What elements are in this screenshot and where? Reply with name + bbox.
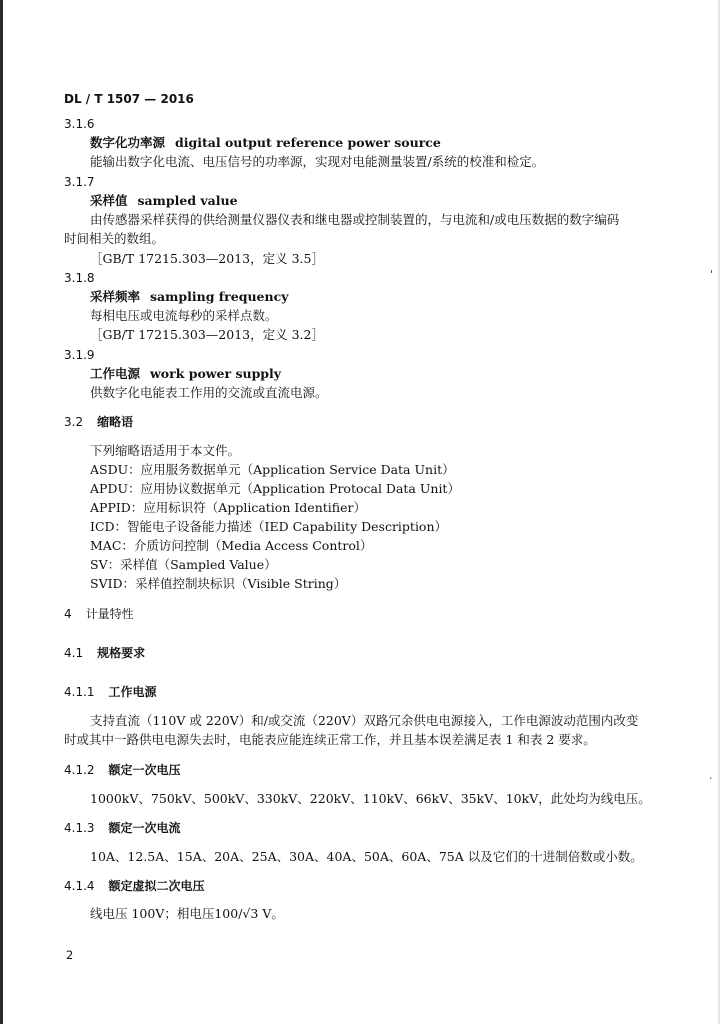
- definition-text: 由传感器采样获得的供给测量仪器仪表和继电器或控制装置的，与电流和/或电压数据的数字编码: [90, 212, 620, 227]
- clause-number: 3.1.9: [64, 348, 95, 362]
- section-number: 4.1: [64, 646, 84, 660]
- abbrev-item: SVID：采样值控制块标识（Visible String）: [90, 576, 347, 591]
- abbrev-item: APDU：应用协议数据单元（Application Protocal Data Unit）: [90, 481, 460, 496]
- definition-text: 供数字化电能表工作用的交流或直流电源。: [90, 385, 328, 400]
- abbrev-item: MAC：介质访问控制（Media Access Control）: [90, 538, 373, 553]
- term-en: digital output reference power source: [175, 135, 441, 150]
- section-number: 4.1.1: [64, 685, 95, 699]
- section-number: 4.1.4: [64, 879, 95, 893]
- section-heading-4-1: [64, 645, 145, 661]
- abbrev-item: ICD：智能电子设备能力描述（IED Capability Description）: [90, 519, 448, 534]
- term-en: sampling frequency: [150, 289, 289, 304]
- term-zh: 数字化功率源: [90, 135, 166, 150]
- term-zh: 采样值: [90, 193, 128, 208]
- section-heading-4-1-4: [64, 878, 205, 894]
- section-number: 4: [64, 607, 72, 621]
- section-title: 额定虚拟二次电压: [108, 879, 205, 893]
- term-zh: 采样频率: [90, 289, 141, 304]
- document-header: DL / T 1507 — 2016: [64, 92, 194, 106]
- section-number: 4.1.2: [64, 763, 95, 777]
- scan-mark: ': [710, 268, 714, 281]
- section-number: 4.1.3: [64, 821, 95, 835]
- term-zh: 工作电源: [90, 366, 141, 381]
- body-text: 线电压 100V；相电压100/√3 V。: [90, 906, 284, 921]
- definition-source: ［GB/T 17215.303—2013，定义 3.2］: [90, 327, 324, 342]
- section-title: 规格要求: [97, 646, 146, 660]
- scan-left-edge: [0, 0, 3, 1024]
- section-title: 额定一次电压: [108, 763, 181, 777]
- abbrev-item: APPID：应用标识符（Application Identifier）: [90, 500, 366, 515]
- term-en: sampled value: [137, 193, 238, 208]
- clause-number: 3.1.8: [64, 271, 95, 285]
- page-number: 2: [66, 948, 74, 962]
- body-text: 时或其中一路供电电源失去时，电能表应能连续正常工作，并且基本误差满足表 1 和表 2 要求。: [64, 732, 596, 747]
- clause-number: 3.1.6: [64, 117, 95, 131]
- definition-text: 能输出数字化电流、电压信号的功率源，实现对电能测量装置/系统的校准和检定。: [90, 154, 545, 169]
- section-heading-4-1-1: [64, 684, 157, 700]
- definition-source: ［GB/T 17215.303—2013，定义 3.5］: [90, 251, 324, 266]
- term-heading: [90, 366, 281, 382]
- abbrev-item: ASDU：应用服务数据单元（Application Service Data Unit）: [90, 462, 455, 477]
- section-title: 额定一次电流: [108, 821, 181, 835]
- clause-number: 3.1.7: [64, 175, 95, 189]
- definition-text: 时间相关的数组。: [64, 231, 165, 246]
- term-heading: [90, 289, 288, 305]
- section-title: 计量特性: [85, 607, 134, 621]
- term-heading: [90, 193, 238, 209]
- section-heading-3-2: [64, 414, 133, 430]
- body-text: 1000kV、750kV、500kV、330kV、220kV、110kV、66kV、35kV、10kV，此处均为线电压。: [90, 791, 651, 806]
- section-heading-4-1-3: [64, 820, 181, 836]
- term-en: work power supply: [150, 366, 282, 381]
- section-heading-4-1-2: [64, 762, 181, 778]
- scan-mark: ·: [709, 772, 713, 785]
- section-number: 3.2: [64, 415, 84, 429]
- body-text: 10A、12.5A、15A、20A、25A、30A、40A、50A、60A、75A 以及它们的十进制倍数或小数。: [90, 849, 643, 864]
- abbrev-item: SV：采样值（Sampled Value）: [90, 557, 277, 572]
- section-heading-4: [64, 606, 134, 622]
- abbrev-intro: 下列缩略语适用于本文件。: [90, 443, 241, 458]
- body-text: 支持直流（110V 或 220V）和/或交流（220V）双路冗余供电电源接入，工作电源波动范围内改变: [90, 713, 639, 728]
- section-title: 工作电源: [108, 685, 157, 699]
- term-heading: [90, 135, 441, 151]
- definition-text: 每相电压或电流每秒的采样点数。: [90, 308, 278, 323]
- section-title: 缩略语: [97, 415, 134, 429]
